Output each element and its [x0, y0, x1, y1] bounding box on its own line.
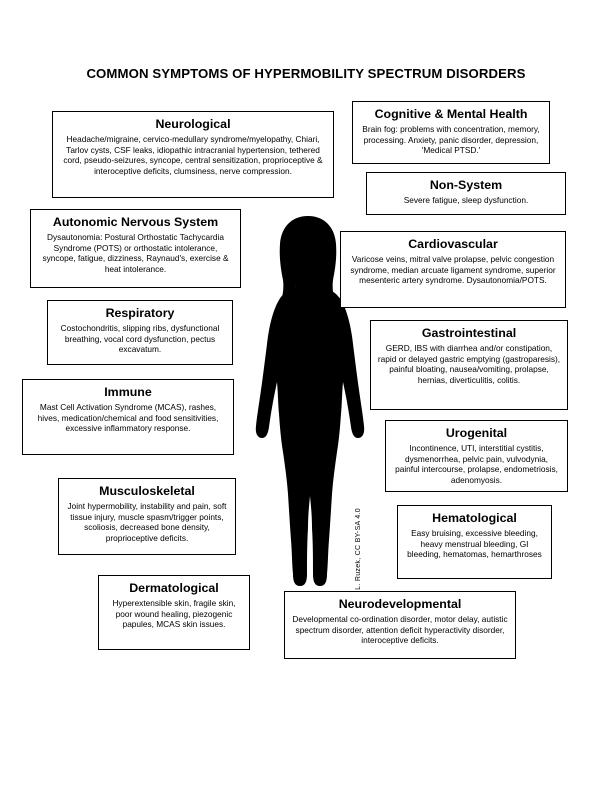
box-body: Easy bruising, excessive bleeding, heavy menstrual bleeding, GI bleeding, hematomas, hemarthroses: [407, 527, 542, 560]
box-body: Developmental co-ordination disorder, motor delay, autistic spectrum disorder, attention deficit hyperactivity disorder, interoceptive deficits.: [292, 613, 508, 646]
box-body: Incontinence, UTI, interstitial cystitis, dysmenorrhea, pelvic pain, vulvodynia, painful intercourse, prolapse, endometriosis, adenomyosis.: [395, 442, 558, 485]
box-heading: Neurological: [155, 117, 231, 131]
box-heading: Dermatological: [129, 581, 219, 595]
symptom-box-respiratory: [47, 300, 233, 365]
box-body: Headache/migraine, cervico-medullary syndrome/myelopathy, Chiari, Tarlov cysts, CSF leaks, idiopathic intracranial hypertension, tethered cord, pseudo-seizures, syncope, central sensitization, proprioceptive & interoceptive deficits, clumsiness, nerve compression.: [63, 133, 323, 176]
symptom-box-dermatological: [98, 575, 250, 650]
box-heading: Musculoskeletal: [99, 484, 195, 498]
symptom-box-hematological: [397, 505, 552, 579]
attribution-credit: L. Ruzek, CC BY-SA 4.0: [355, 508, 362, 590]
symptom-box-gastrointestinal: [370, 320, 568, 410]
box-body: Hyperextensible skin, fragile skin, poor wound healing, piezogenic papules, MCAS skin issues.: [112, 597, 236, 630]
symptom-box-non-system: [366, 172, 566, 215]
box-heading: Autonomic Nervous System: [52, 215, 219, 229]
box-body: Costochondritis, slipping ribs, dysfunctional breathing, vocal cord dysfunction, pectus excavatum.: [60, 322, 220, 355]
page-title: COMMON SYMPTOMS OF HYPERMOBILITY SPECTRUM DISORDERS: [86, 66, 526, 81]
box-heading: Gastrointestinal: [421, 326, 517, 340]
box-heading: Immune: [104, 385, 152, 399]
box-heading: Neurodevelopmental: [338, 597, 462, 611]
box-heading: Hematological: [432, 511, 517, 525]
symptom-box-neurodevelopmental: [284, 591, 516, 659]
box-body: Mast Cell Activation Syndrome (MCAS), rashes, hives, medication/chemical and food sensitivities, excessive inflammatory response.: [37, 401, 219, 434]
box-heading: Cardiovascular: [408, 237, 498, 251]
symptom-box-cognitive-mental-health: [352, 101, 550, 164]
box-body: Joint hypermobility, instability and pain, soft tissue injury, muscle spasm/trigger points, scoliosis, decreased bone density, proprioceptive deficits.: [67, 500, 227, 543]
symptom-box-immune: [22, 379, 234, 455]
symptom-box-urogenital: [385, 420, 568, 492]
box-body: Brain fog: problems with concentration, memory, processing. Anxiety, panic disorder, depression, 'Medical PTSD.': [362, 123, 540, 156]
box-body: Varicose veins, mitral valve prolapse, pelvic congestion syndrome, median arcuate ligament syndrome, superior mesenteric artery syndrome. Dysautonomia/POTS.: [350, 253, 556, 286]
symptom-box-musculoskeletal: [58, 478, 236, 555]
box-body: Dysautonomia: Postural Orthostatic Tachycardia Syndrome (POTS) or orthostatic intolerance, syncope, fatigue, dizziness, Raynaud's, exercise & heat intolerance.: [42, 231, 229, 274]
box-body: GERD, IBS with diarrhea and/or constipation, rapid or delayed gastric emptying (gastroparesis), painful bloating, nausea/vomiting, prolapse, hernias, diverticulitis, colitis.: [377, 342, 561, 385]
symptom-box-autonomic-nervous-system: [30, 209, 241, 288]
box-heading: Respiratory: [105, 306, 175, 320]
box-heading: Urogenital: [445, 426, 508, 440]
symptom-box-cardiovascular: [340, 231, 566, 308]
box-body: Severe fatigue, sleep dysfunction.: [403, 194, 529, 205]
box-heading: Non-System: [429, 178, 503, 192]
box-heading: Cognitive & Mental Health: [374, 107, 528, 121]
symptom-box-neurological: [52, 111, 334, 198]
